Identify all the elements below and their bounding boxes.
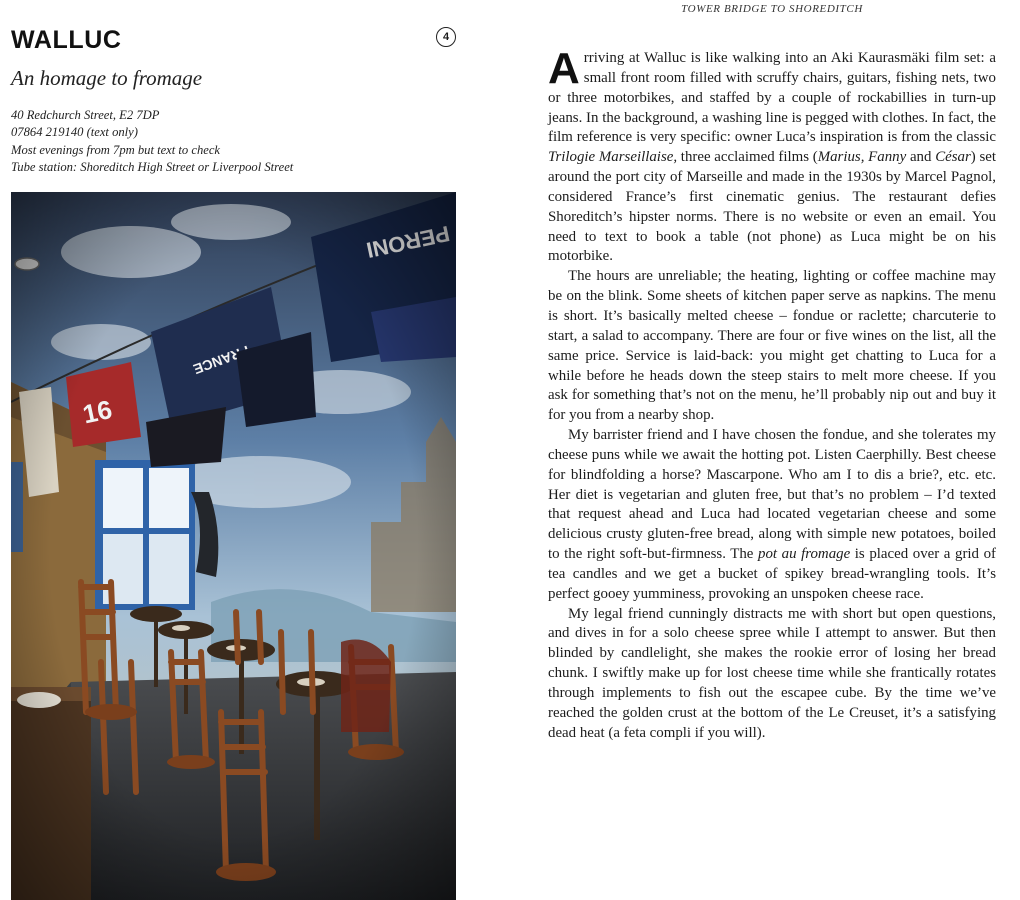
subtitle: An homage to fromage (11, 66, 203, 90)
article-paragraph-1: Arriving at Walluc is like walking into an Aki Kaurasmäki film set: a small front room filled with scruffy chairs, guitars, fishing nets, two or three motorbikes, and staffed by a couple of rockabillies in turn-up jeans. In the background, a washing line is pegged with clothes. In fact, the film reference is very specific: owner Luca’s inspiration is from the classic Trilogie Marseillaise, three acclaimed films (Marius, Fanny and César) set around the port city of Marseille and made in the 1930s by Marcel Pagnol, considered France’s first cinematic genius. The restaurant defies Shoreditch’s hipster norms. There is no website or even an email. You need to text to book a table (not phone) as Luca might be on his motorbike. (548, 44, 996, 265)
listing-info (11, 107, 293, 177)
tube-station: Tube station: Shoreditch High Street or Liverpool Street (11, 160, 294, 175)
running-head: TOWER BRIDGE TO SHOREDITCH (681, 3, 863, 15)
address: 40 Redchurch Street, E2 7DP (11, 108, 160, 122)
drop-cap: A (548, 44, 580, 93)
article-paragraph-2: The hours are unreliable; the heating, lighting or coffee machine may be on the blink. Some sheets of kitchen paper serve as napkins. The menu is short. It’s basically melted cheese – fondue or raclette; charcuterie to start, a salad to accompany. There are four or five wines on the list, all the same price. Service is laid-back: you might get chatting to Luca for a while before he heads down the steep stairs to melt more cheese. If you ask for something that’s not on the menu, he’ll probably nip out and buy it for you from a nearby shop. (548, 268, 996, 424)
entry-number-badge: 4 (436, 27, 456, 47)
restaurant-photo (11, 192, 456, 900)
photo-illustration (11, 192, 456, 900)
article-paragraph-4: My legal friend cunningly distracts me with short but open questions, and dives in for a solo cheese spree while I attempt to answer. But then blinded by candlelight, she makes the rookie error of losing her bread chunk. I swiftly make up for lost cheese time while she frantically rotates through implements to fish out the escapee cube. By the time we’ve reached the golden crust at the bottom of the Le Creuset, it’s a satisfying dead heat (a feta compli if you will). (548, 605, 996, 741)
article-body (548, 44, 996, 744)
hours: Most evenings from 7pm but text to check (11, 142, 221, 157)
phone: 07864 219140 (text only) (11, 125, 138, 140)
page-title: WALLUC (11, 26, 122, 54)
article-paragraph-3: My barrister friend and I have chosen the fondue, and she tolerates my cheese puns while we await the hotting pot. Listen Caerphilly. Best cheese for blindfolding a horse? Mascarpone. Who am I to dis a brie?, etc. etc. Her diet is vegetarian and gluten free, but that’s no problem – I’d texted that request ahead and Luca had located vegetarian cheese and some delicious crusty gluten-free bread, along with simple new potatoes, boiled to the right soft-but-firmness. The pot au fromage is placed over a grid of tea candles and we get a bucket of spikey bread-wrangling tools. It’s perfect gooey yumminess, provoking an unspoken cheese race. (548, 427, 996, 602)
